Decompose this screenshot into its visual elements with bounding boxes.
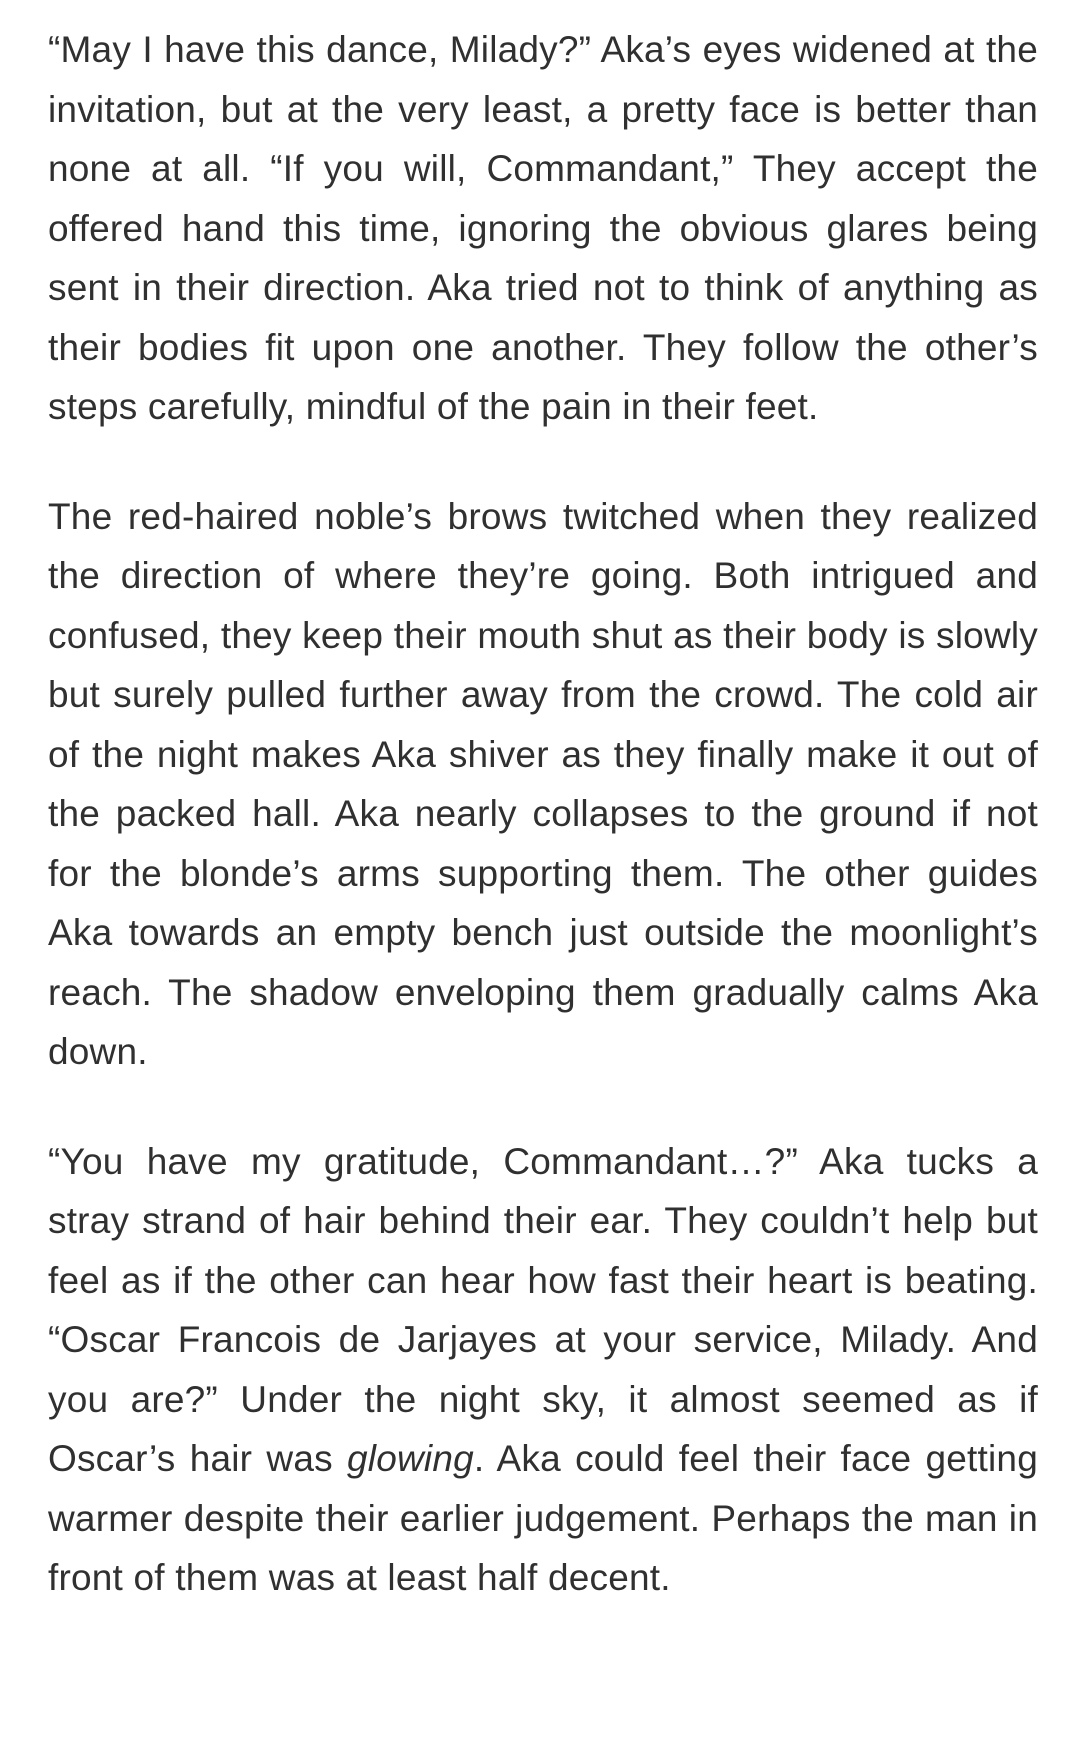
- paragraph-3: [48, 1132, 1038, 1608]
- emphasized-word: glowing: [347, 1438, 474, 1479]
- paragraph-3-text-end: . Aka could feel their face getting warmer despite their earlier judgement. Perhaps the man in front of them was at least half decent.: [48, 1438, 1038, 1598]
- paragraph-3-text-start: “You have my gratitude, Commandant…?” Aka tucks a stray strand of hair behind their ear. They couldn’t help but feel as if the other can hear how fast their heart is beating. “Oscar Francois de Jarjayes at your service, Milady. And you are?” Under the night sky, it almost seemed as if Oscar’s hair was: [48, 1140, 1038, 1479]
- paragraph-2: The red-haired noble’s brows twitched when they realized the direction of where they’re going. Both intrigued and confused, they keep their mouth shut as their body is slowly but surely pulled further away from the crowd. The cold air of the night makes Aka shiver as they finally make it out of the packed hall. Aka nearly collapses to the ground if not for the blonde’s arms supporting them. The other guides Aka towards an empty bench just outside the moonlight’s reach. The shadow enveloping them gradually calms Aka down.: [48, 495, 1038, 1072]
- paragraph-1: “May I have this dance, Milady?” Aka’s eyes widened at the invitation, but at the very least, a pretty face is better than none at all. “If you will, Commandant,” They accept the offered hand this time, ignoring the obvious glares being sent in their direction. Aka tried not to think of anything as their bodies fit upon one another. They follow the other’s steps carefully, mindful of the pain in their feet.: [48, 29, 1038, 427]
- story-page: [48, 20, 1038, 1608]
